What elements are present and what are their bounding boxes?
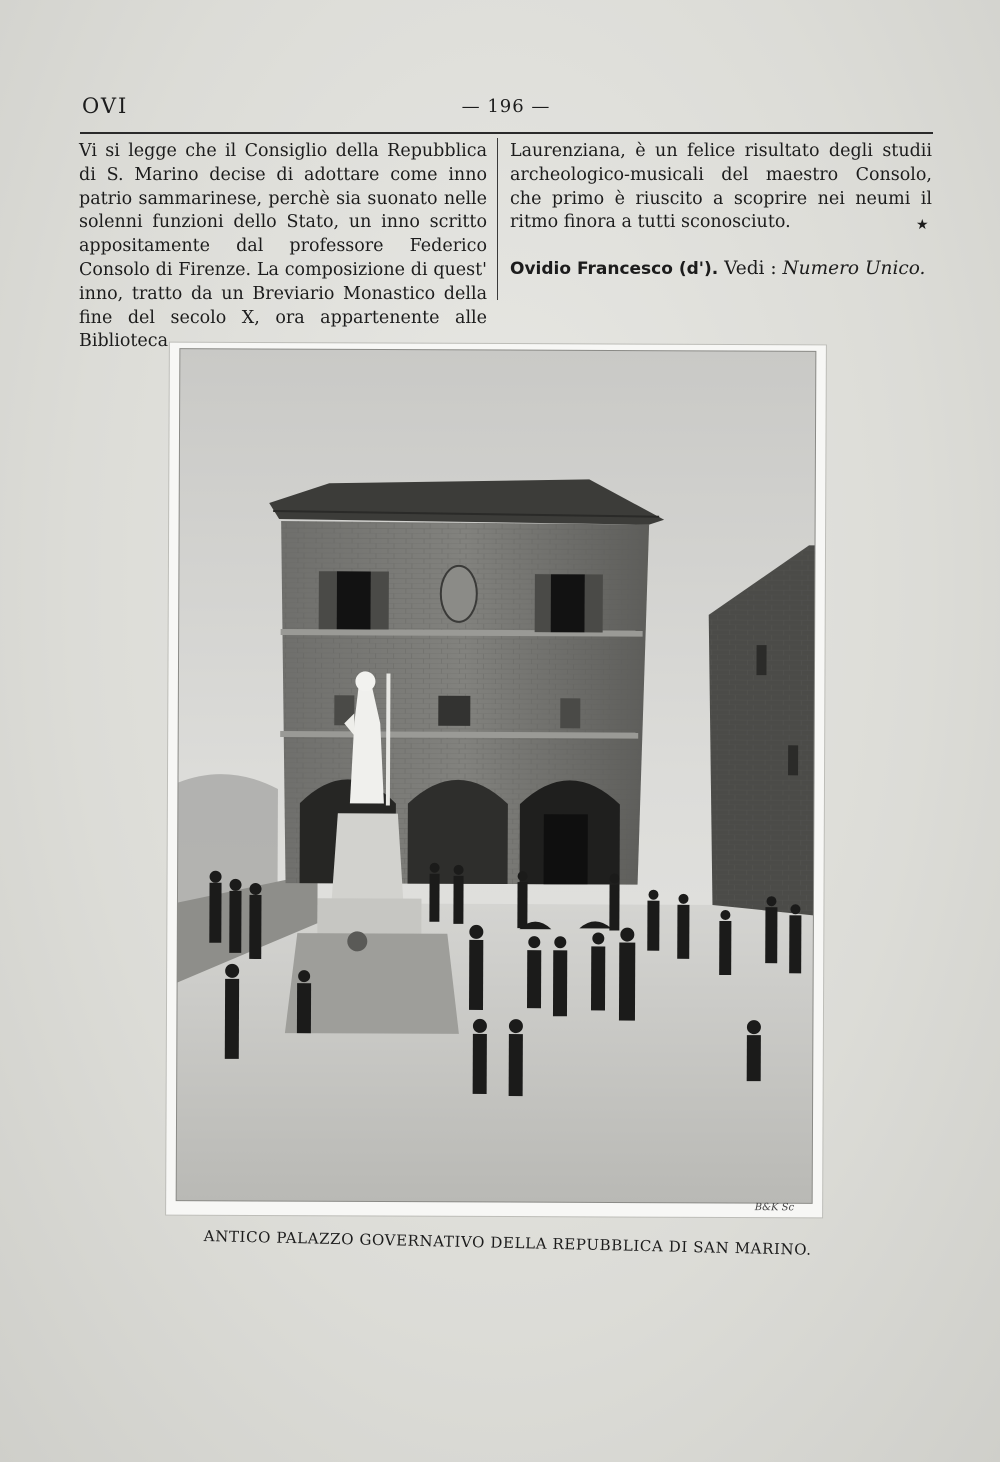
palazzo-photograph bbox=[166, 343, 826, 1218]
entry-reference: Numero Unico. bbox=[782, 258, 926, 279]
engraver-mark: B&K Sc bbox=[754, 1202, 795, 1214]
text-column-right: Laurenziana, è un felice risultato degli studii archeologico-musicali del maestro Consolo, che primo è riuscito a scoprire nei neumi il ritmo finora a tutti sconosciuto. bbox=[510, 141, 932, 233]
photo-image bbox=[176, 349, 816, 1204]
cross-reference-entry bbox=[510, 258, 932, 279]
end-mark-star: ★ bbox=[916, 217, 929, 233]
header-rule bbox=[80, 132, 933, 134]
figure-caption: ANTICO PALAZZO GOVERNATIVO DELLA REPUBBLICA DI SAN MARINO. bbox=[203, 1227, 812, 1259]
entry-see: Vedi : bbox=[724, 258, 777, 279]
photograph-frame bbox=[166, 343, 826, 1218]
entry-name: Ovidio Francesco (d'). bbox=[510, 259, 719, 279]
running-head: OVI bbox=[82, 94, 129, 118]
text-column-left: Vi si legge che il Consiglio della Repubblica di S. Marino decise di adottare come inno patrio sammarinese, perchè sia suonato nelle solenni funzioni dello Stato, un inno scritto appositamente dal professore Federico Consolo di Firenze. La composizione di quest' inno, tratto da un Breviario Monastico della fine del secolo X, ora appartenente alle Biblioteca bbox=[79, 141, 487, 352]
column-divider bbox=[497, 138, 498, 300]
page-number: — 196 — bbox=[461, 96, 551, 117]
page-header bbox=[82, 92, 930, 122]
